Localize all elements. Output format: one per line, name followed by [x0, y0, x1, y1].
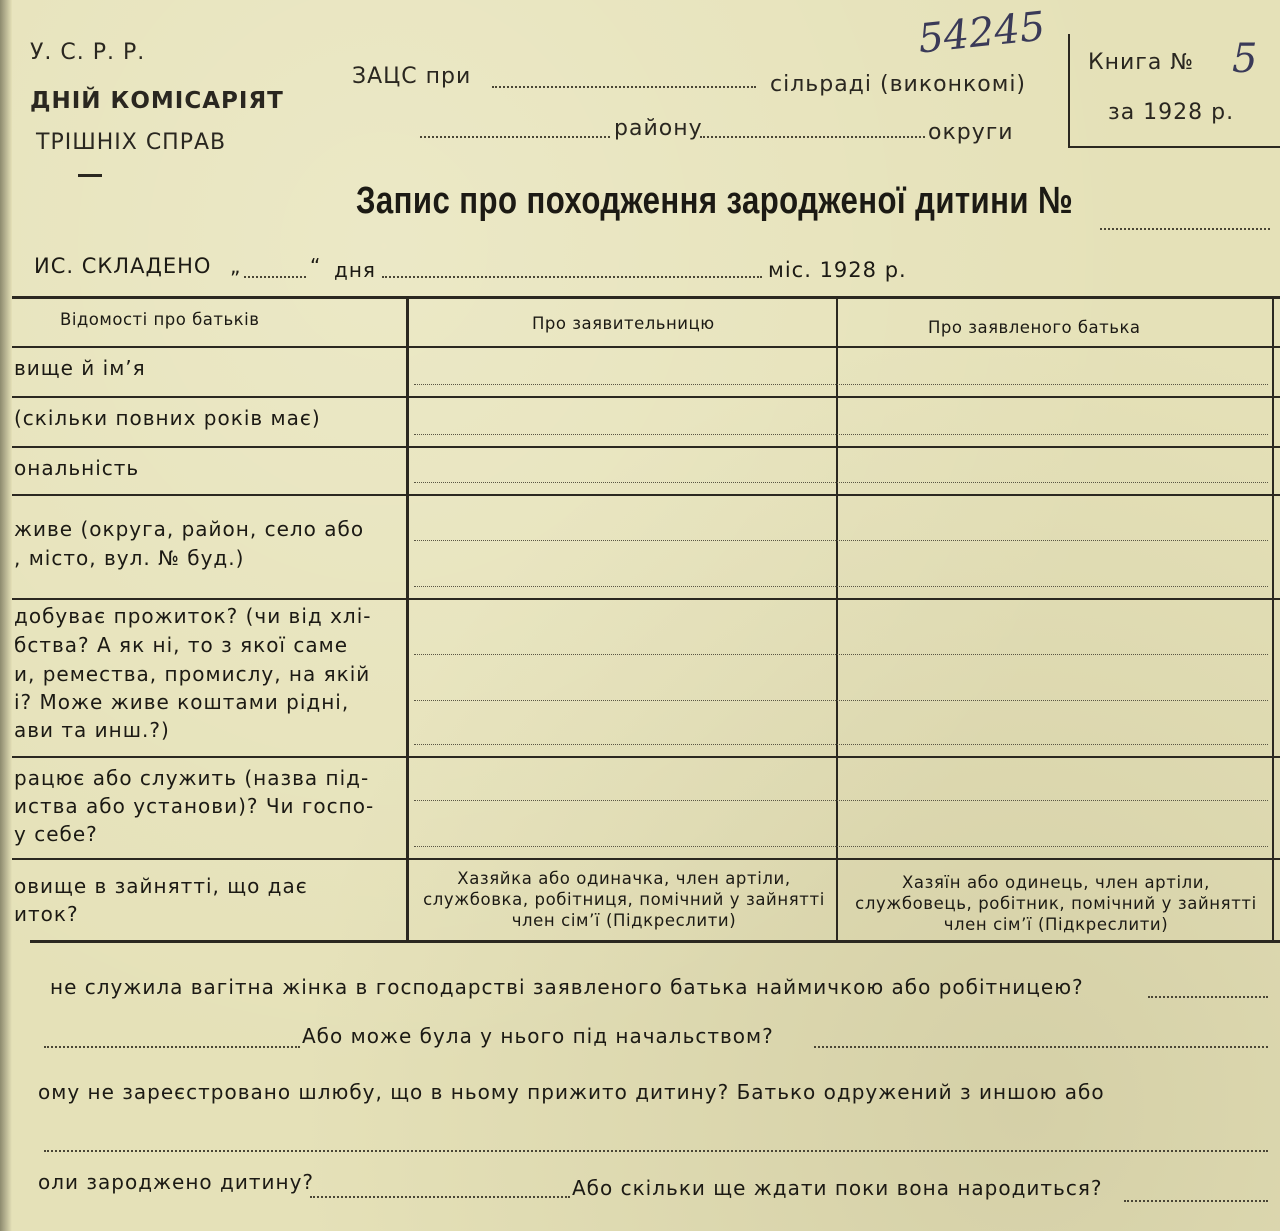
cell-writing-line	[414, 586, 1268, 587]
row-label-work-3: у себе?	[14, 822, 98, 846]
date-close-quote: “	[310, 254, 322, 278]
question-servant: не служила вагітна жінка в господарстві заявленого батька наймичкою або робітницею?	[50, 975, 1084, 999]
row-label-work-2: иства або установи)? Чи госпо-	[14, 794, 375, 818]
book-number: 5	[1232, 36, 1258, 82]
question-due-date: Або скільки ще ждати поки вона народиться?	[572, 1176, 1103, 1200]
cell-writing-line	[414, 434, 1268, 435]
question-subordinate: Або може була у нього під начальством?	[302, 1024, 774, 1048]
row-label-living-5: ави та инш.?)	[14, 718, 170, 742]
cell-writing-line	[414, 654, 1268, 655]
cell-writing-line	[414, 384, 1268, 385]
zags-field	[492, 86, 756, 88]
date-day-label: дня	[334, 258, 376, 282]
occupation-options-father: Хазяїн або одинець, член артіли, службовець, робітник, помічний у зайнятті член сім’ї (Підкреслити)	[855, 873, 1257, 934]
affairs-header: ТРІШНІХ СПРАВ	[36, 130, 227, 155]
header-dash	[78, 174, 102, 177]
question-marriage: ому не зареєстровано шлюбу, що в ньому прижито дитину? Батько одружений з иншою або	[38, 1080, 1105, 1104]
page-title: Запис про походження зародженої дитини №	[356, 180, 1074, 222]
row-label-age: (скільки повних років має)	[14, 406, 321, 430]
table-header-parents: Відомості про батьків	[60, 310, 260, 329]
occupation-options-mother: Хазяйка або одиначка, член артіли, службовка, робітниця, помічний у зайнятті член сім’ї (Підкреслити)	[423, 869, 825, 930]
row-border-1	[12, 396, 1280, 398]
okruha-label: округи	[928, 120, 1014, 145]
ussr-header: У. С. Р. Р.	[30, 40, 146, 65]
zags-label: ЗАЦС при	[352, 64, 472, 89]
table-header-father: Про заявленого батька	[928, 318, 1141, 337]
answer-field-due-date	[1124, 1200, 1268, 1202]
row-label-work-1: рацює або служить (назва під-	[14, 766, 370, 790]
table-header-mother: Про заявительницю	[532, 314, 715, 333]
row-label-position-1: овище в зайнятті, що дає	[14, 874, 308, 898]
row-label-residence-2: , місто, вул. № буд.)	[14, 546, 245, 570]
date-month-field	[382, 276, 762, 278]
answer-field-marriage	[44, 1150, 1268, 1152]
handwritten-number: 54245	[915, 3, 1048, 63]
row-label-living-2: бства? А як ні, то з якої саме	[14, 633, 348, 657]
answer-field-servant-2	[44, 1046, 300, 1048]
page-edge-shadow	[0, 0, 12, 1231]
row-border-2	[12, 446, 1280, 448]
cell-writing-line	[414, 482, 1268, 483]
row-label-residence-1: живе (округа, район, село або	[14, 517, 365, 541]
table-col-divider-1	[406, 296, 409, 942]
table-bottom-border	[30, 940, 1280, 943]
year-label: за 1928 р.	[1108, 100, 1235, 125]
table-header-border	[12, 346, 1280, 348]
row-label-position-2: иток?	[14, 902, 79, 926]
cell-writing-line	[414, 540, 1268, 541]
table-right-border	[1272, 296, 1274, 942]
raion-field	[420, 136, 610, 138]
row-label-name: вище й ім’я	[14, 356, 146, 380]
date-prefix: ИС. СКЛАДЕНО	[34, 254, 212, 278]
answer-field-servant	[1148, 996, 1268, 998]
row-label-living-1: добуває прожиток? (чи від хлі-	[14, 604, 372, 628]
date-day-field	[244, 276, 306, 278]
row-label-living-4: і? Може живе коштами рідні,	[14, 690, 350, 714]
row-border-3	[12, 494, 1280, 496]
okruha-field	[700, 136, 925, 138]
cell-writing-line	[414, 700, 1268, 701]
selrada-label: сільраді (виконкомі)	[770, 72, 1027, 97]
row-label-living-3: и, ремества, промислу, на якій	[14, 662, 371, 686]
cell-writing-line	[414, 800, 1268, 801]
row-label-nationality: ональність	[14, 456, 140, 480]
date-open-quote: „	[230, 254, 242, 278]
answer-field-subordinate	[814, 1046, 1268, 1048]
row-border-4	[12, 598, 1280, 600]
question-conception: оли зароджено дитину?	[38, 1170, 315, 1194]
row-border-6	[12, 858, 1280, 860]
answer-field-conception	[310, 1196, 570, 1198]
book-label: Книга №	[1088, 50, 1195, 75]
cell-writing-line	[414, 744, 1268, 745]
raion-label: району	[614, 116, 703, 141]
date-month-year: міс. 1928 р.	[768, 258, 907, 282]
row-border-5	[12, 756, 1280, 758]
cell-writing-line	[414, 846, 1268, 847]
title-number-field	[1100, 228, 1270, 230]
table-top-border	[12, 296, 1280, 299]
commissariat-header: ДНІЙ КОМІСАРІЯТ	[30, 88, 284, 114]
